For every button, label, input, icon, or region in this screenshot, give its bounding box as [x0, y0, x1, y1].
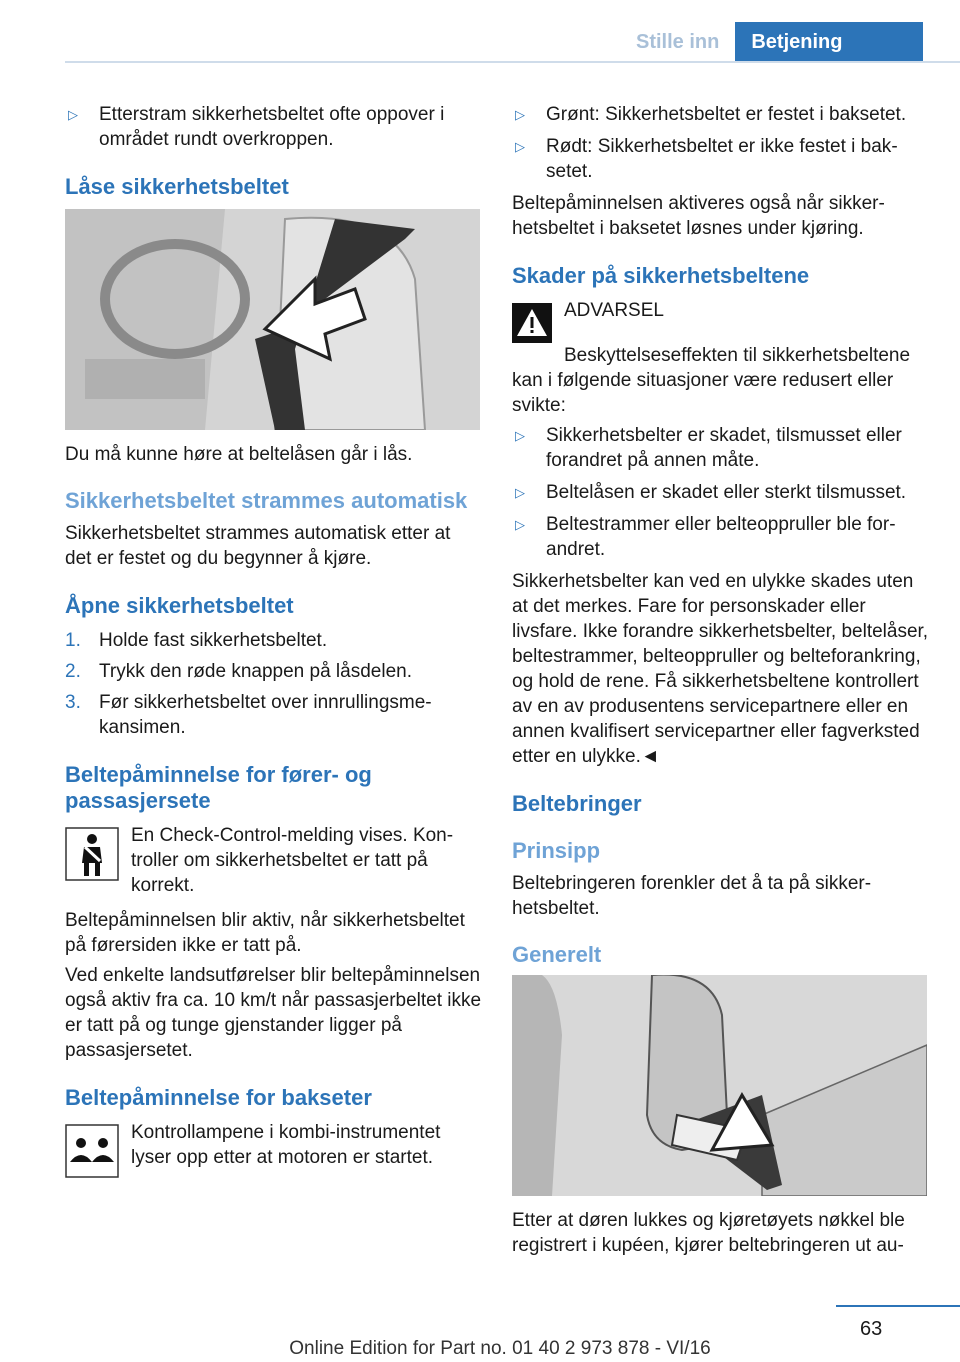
right-column — [512, 102, 930, 1258]
warning-text: Beskyttelseseffekten til sikkerhetsbeltene kan i følgende situasjoner være redusert eller svikte: — [512, 345, 911, 416]
seatbelt-warning-icon — [65, 827, 119, 881]
rear-seat-occupants-icon — [65, 1124, 119, 1178]
heading-reminder-front: Beltepåminnelse for fører- og passasjersete — [65, 762, 372, 813]
reminder-p1: Beltepåminnelsen blir aktiv, når sikkerhetsbeltet på førersiden ikke er tatt på. — [65, 910, 465, 956]
heading-principle: Prinsipp — [512, 838, 601, 863]
heading-belt-bringer: Beltebringer — [512, 791, 642, 816]
left-column — [65, 102, 482, 1188]
heading-belt-damage: Skader på sikkerhetsbeltene — [512, 263, 810, 288]
list-item — [65, 102, 482, 152]
list-item: ▷ Rødt: Sikkerhetsbeltet er ikke festet i baksetet. — [512, 134, 930, 184]
reminder-icon-text: En Check-Control-melding vises. Kontroller om sikkerhetsbeltet er tatt på korrekt. — [131, 825, 454, 896]
header-tabs — [620, 22, 923, 62]
bullet-triangle-icon: ▷ — [515, 107, 525, 122]
reminder-icon-row — [65, 823, 482, 898]
rear-icon-row — [65, 1120, 482, 1178]
bullet-text: Etterstram sikkerhetsbeltet ofte oppover i området rundt overkroppen. — [99, 104, 445, 150]
list-item: ▷ Sikkerhetsbelter er skadet, tilsmusset eller forandret på annen måte. — [512, 423, 930, 473]
tab-betjening[interactable]: Betjening — [735, 22, 923, 62]
warning-triangle-icon — [512, 303, 552, 343]
warning-block — [512, 298, 930, 343]
seatbelt-buckle-image — [65, 209, 480, 430]
list-item: ▷ Grønt: Sikkerhetsbeltet er festet i baksetet. — [512, 102, 930, 127]
heading-general: Generelt — [512, 942, 602, 967]
bullet-triangle-icon: ▷ — [515, 139, 525, 154]
page-number: 63 — [860, 1318, 883, 1340]
heading-open-belt: Åpne sikkerhetsbeltet — [65, 593, 294, 618]
header-rule — [65, 61, 960, 63]
bullet-triangle-icon: ▷ — [515, 517, 525, 532]
reminder-p2: Ved enkelte landsutførelser blir beltepåminnelsen også aktiv fra ca. 10 km/t når passasjerbeltet ikke er tatt på og tunge gjenstander ligger på passasjersetet. — [65, 965, 482, 1061]
principle-text: Beltebringeren forenkler det å ta på sikkerhetsbeltet. — [512, 873, 872, 919]
auto-text: Sikkerhetsbeltet strammes automatisk etter at det er festet og du begynner å kjøre. — [65, 523, 451, 569]
footer-rule — [836, 1305, 960, 1307]
belt-bringer-image — [512, 975, 927, 1196]
heading-reminder-rear: Beltepåminnelse for bakseter — [65, 1085, 372, 1110]
bullet-triangle-icon: ▷ — [68, 107, 78, 122]
rear-icon-text: Kontrollampene i kombi-instrumentet lyser opp etter at motoren er startet. — [131, 1122, 441, 1168]
footer-edition: Online Edition for Part no. 01 40 2 973 878 - VI/16 — [289, 1338, 711, 1359]
bullet-triangle-icon: ▷ — [515, 485, 525, 500]
step-item: 2. Trykk den røde knappen på låsdelen. — [65, 661, 412, 682]
step-item: 3. Før sikkerhetsbeltet over innrullingsmekansimen. — [65, 692, 432, 738]
warning-head — [564, 298, 664, 329]
list-item: ▷ Beltelåsen er skadet eller sterkt tilsmusset. — [512, 480, 930, 505]
damage-text: Sikkerhetsbelter kan ved en ulykke skades uten at det merkes. Fare for personskader eller livsfare. Ikke forandre sikkerhetsbelter, beltelåser, beltestrammer, belteoppruller og belteforankring, og hold de rene. Få sikkerhetsbeltene kontrollert av en av produsentens servicepartnere eller en annen kvalifisert servicepartner eller fagverksted etter en ulykke.◄ — [512, 571, 929, 767]
step-item: 1. Holde fast sikkerhetsbeltet. — [65, 630, 328, 651]
bullet-triangle-icon: ▷ — [515, 428, 525, 443]
tab-stille-inn[interactable]: Stille inn — [636, 31, 720, 53]
rear-release-text: Beltepåminnelsen aktiveres også når sikkerhetsbeltet i baksetet løsnes under kjøring. — [512, 193, 885, 239]
lock-text: Du må kunne høre at beltelåsen går i lås. — [65, 444, 413, 465]
heading-auto-tension: Sikkerhetsbeltet strammes automatisk — [65, 488, 468, 513]
warning-title: ADVARSEL — [564, 300, 664, 321]
heading-lock-belt: Låse sikkerhetsbeltet — [65, 174, 289, 199]
list-item: ▷ Beltestrammer eller belteoppruller ble forandret. — [512, 512, 930, 562]
general-text: Etter at døren lukkes og kjøretøyets nøkkel ble registrert i kupéen, kjører beltebringeren ut au- — [512, 1210, 905, 1256]
